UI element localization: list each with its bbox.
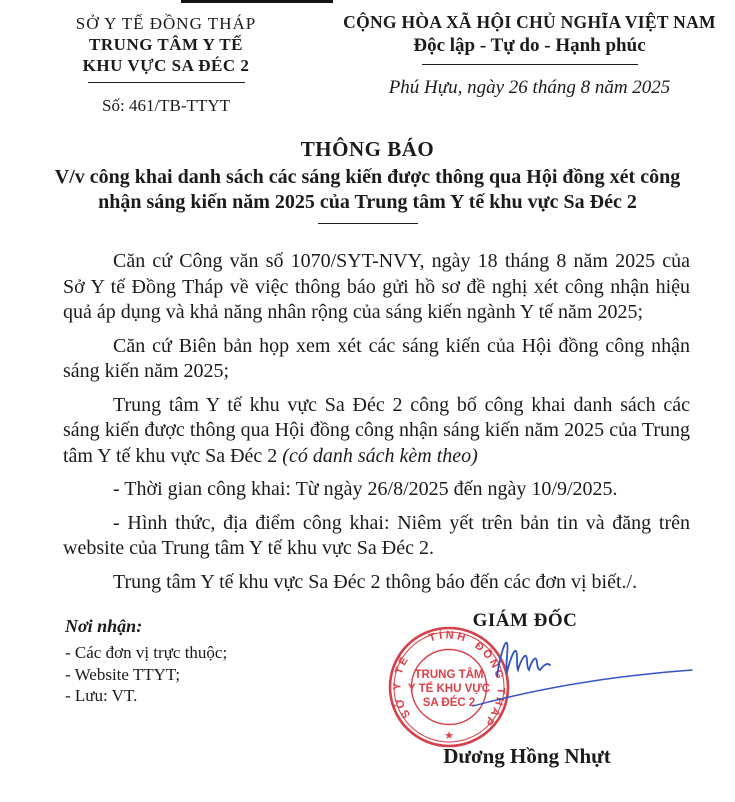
paragraph-posting-method: - Hình thức, địa điểm công khai: Niêm yết trên bản tin và đăng trên website của Trung tâm Y tế khu vực Sa Đéc 2.: [63, 511, 690, 559]
stamp-ring-text-left: SỞ Y TẾ: [391, 653, 414, 720]
national-motto: Độc lập - Tự do - Hạnh phúc: [413, 35, 646, 56]
stamp-ring-text-top: TỈNH: [427, 629, 470, 646]
agency-underline: [88, 82, 245, 83]
signer-name: Dương Hồng Nhựt: [443, 744, 611, 768]
attachment-note: (có danh sách kèm theo): [282, 444, 478, 467]
agency-name-line1: TRUNG TÂM Y TẾ: [89, 35, 243, 54]
document-header: [0, 0, 735, 116]
motto-underline: [422, 64, 638, 65]
stamp-center-line1: TRUNG TÂM: [414, 669, 484, 681]
recipients-block: [65, 616, 227, 707]
paragraph-announcement: [63, 393, 690, 470]
parent-agency: SỞ Y TẾ ĐỒNG THÁP: [75, 14, 257, 33]
recipient-item: - Website TTYT;: [65, 664, 181, 684]
document-number: Số: 461/TB-TTYT: [102, 96, 230, 115]
document-title: THÔNG BÁO: [300, 137, 435, 161]
issuing-agency-block: [0, 12, 332, 116]
national-motto-block: [332, 12, 735, 116]
signing-area: [0, 610, 735, 802]
paragraph-legal-basis-1: Căn cứ Công văn số 1070/SYT-NVY, ngày 18 tháng 8 năm 2025 của Sở Y tế Đồng Tháp về việc thông báo gửi hồ sơ đề nghị xét công nhận hiệu quả áp dụng và khả năng nhân rộng của sáng kiến ngành Y tế năm 2025;: [63, 250, 690, 323]
stamp-star-icon: ★: [444, 730, 454, 742]
document-subject: [0, 165, 735, 215]
handwritten-signature: [455, 632, 705, 717]
paragraph-time-period: - Thời gian công khai: Từ ngày 26/8/2025 đến ngày 10/9/2025.: [113, 478, 618, 500]
national-title: CỘNG HÒA XÃ HỘI CHỦ NGHĨA VIỆT NAM: [343, 12, 716, 32]
stamp-ring-text-right: ĐỒNG THÁP: [472, 639, 507, 730]
subject-line-1: V/v công khai danh sách các sáng kiến được thông qua Hội đồng xét công: [54, 166, 681, 188]
paragraph-legal-basis-2: Căn cứ Biên bản họp xem xét các sáng kiến của Hội đồng công nhận sáng kiến năm 2025;: [63, 334, 690, 382]
signer-title: GIÁM ĐỐC: [472, 610, 578, 631]
stamp-center-line2: Y TẾ KHU VỰC: [407, 683, 491, 695]
title-block: [0, 137, 735, 224]
recipient-item: - Lưu: VT.: [65, 686, 138, 705]
recipients-label: Nơi nhận:: [65, 616, 143, 636]
agency-name-line2: KHU VỰC SA ĐÉC 2: [82, 56, 250, 75]
place-date-line: Phú Hựu, ngày 26 tháng 8 năm 2025: [388, 77, 671, 98]
document-body: [63, 249, 690, 595]
scan-artifact-strip: [181, 0, 333, 3]
paragraph-closing: Trung tâm Y tế khu vực Sa Đéc 2 thông báo đến các đơn vị biết./.: [113, 570, 638, 593]
stamp-center-line3: SA ĐÉC 2: [422, 697, 476, 709]
title-underline: [318, 223, 418, 224]
recipient-item: - Các đơn vị trực thuộc;: [65, 643, 228, 662]
subject-line-2: nhận sáng kiến năm 2025 của Trung tâm Y tế khu vực Sa Đéc 2: [98, 191, 637, 213]
signature-ink-icon: [455, 632, 705, 717]
announcement-text: Trung tâm Y tế khu vực Sa Đéc 2 công bố công khai danh sách các sáng kiến được thông qua Hội đồng công nhận sáng kiến năm 2025 của Trung tâm Y tế khu vực Sa Đéc 2: [63, 393, 690, 467]
